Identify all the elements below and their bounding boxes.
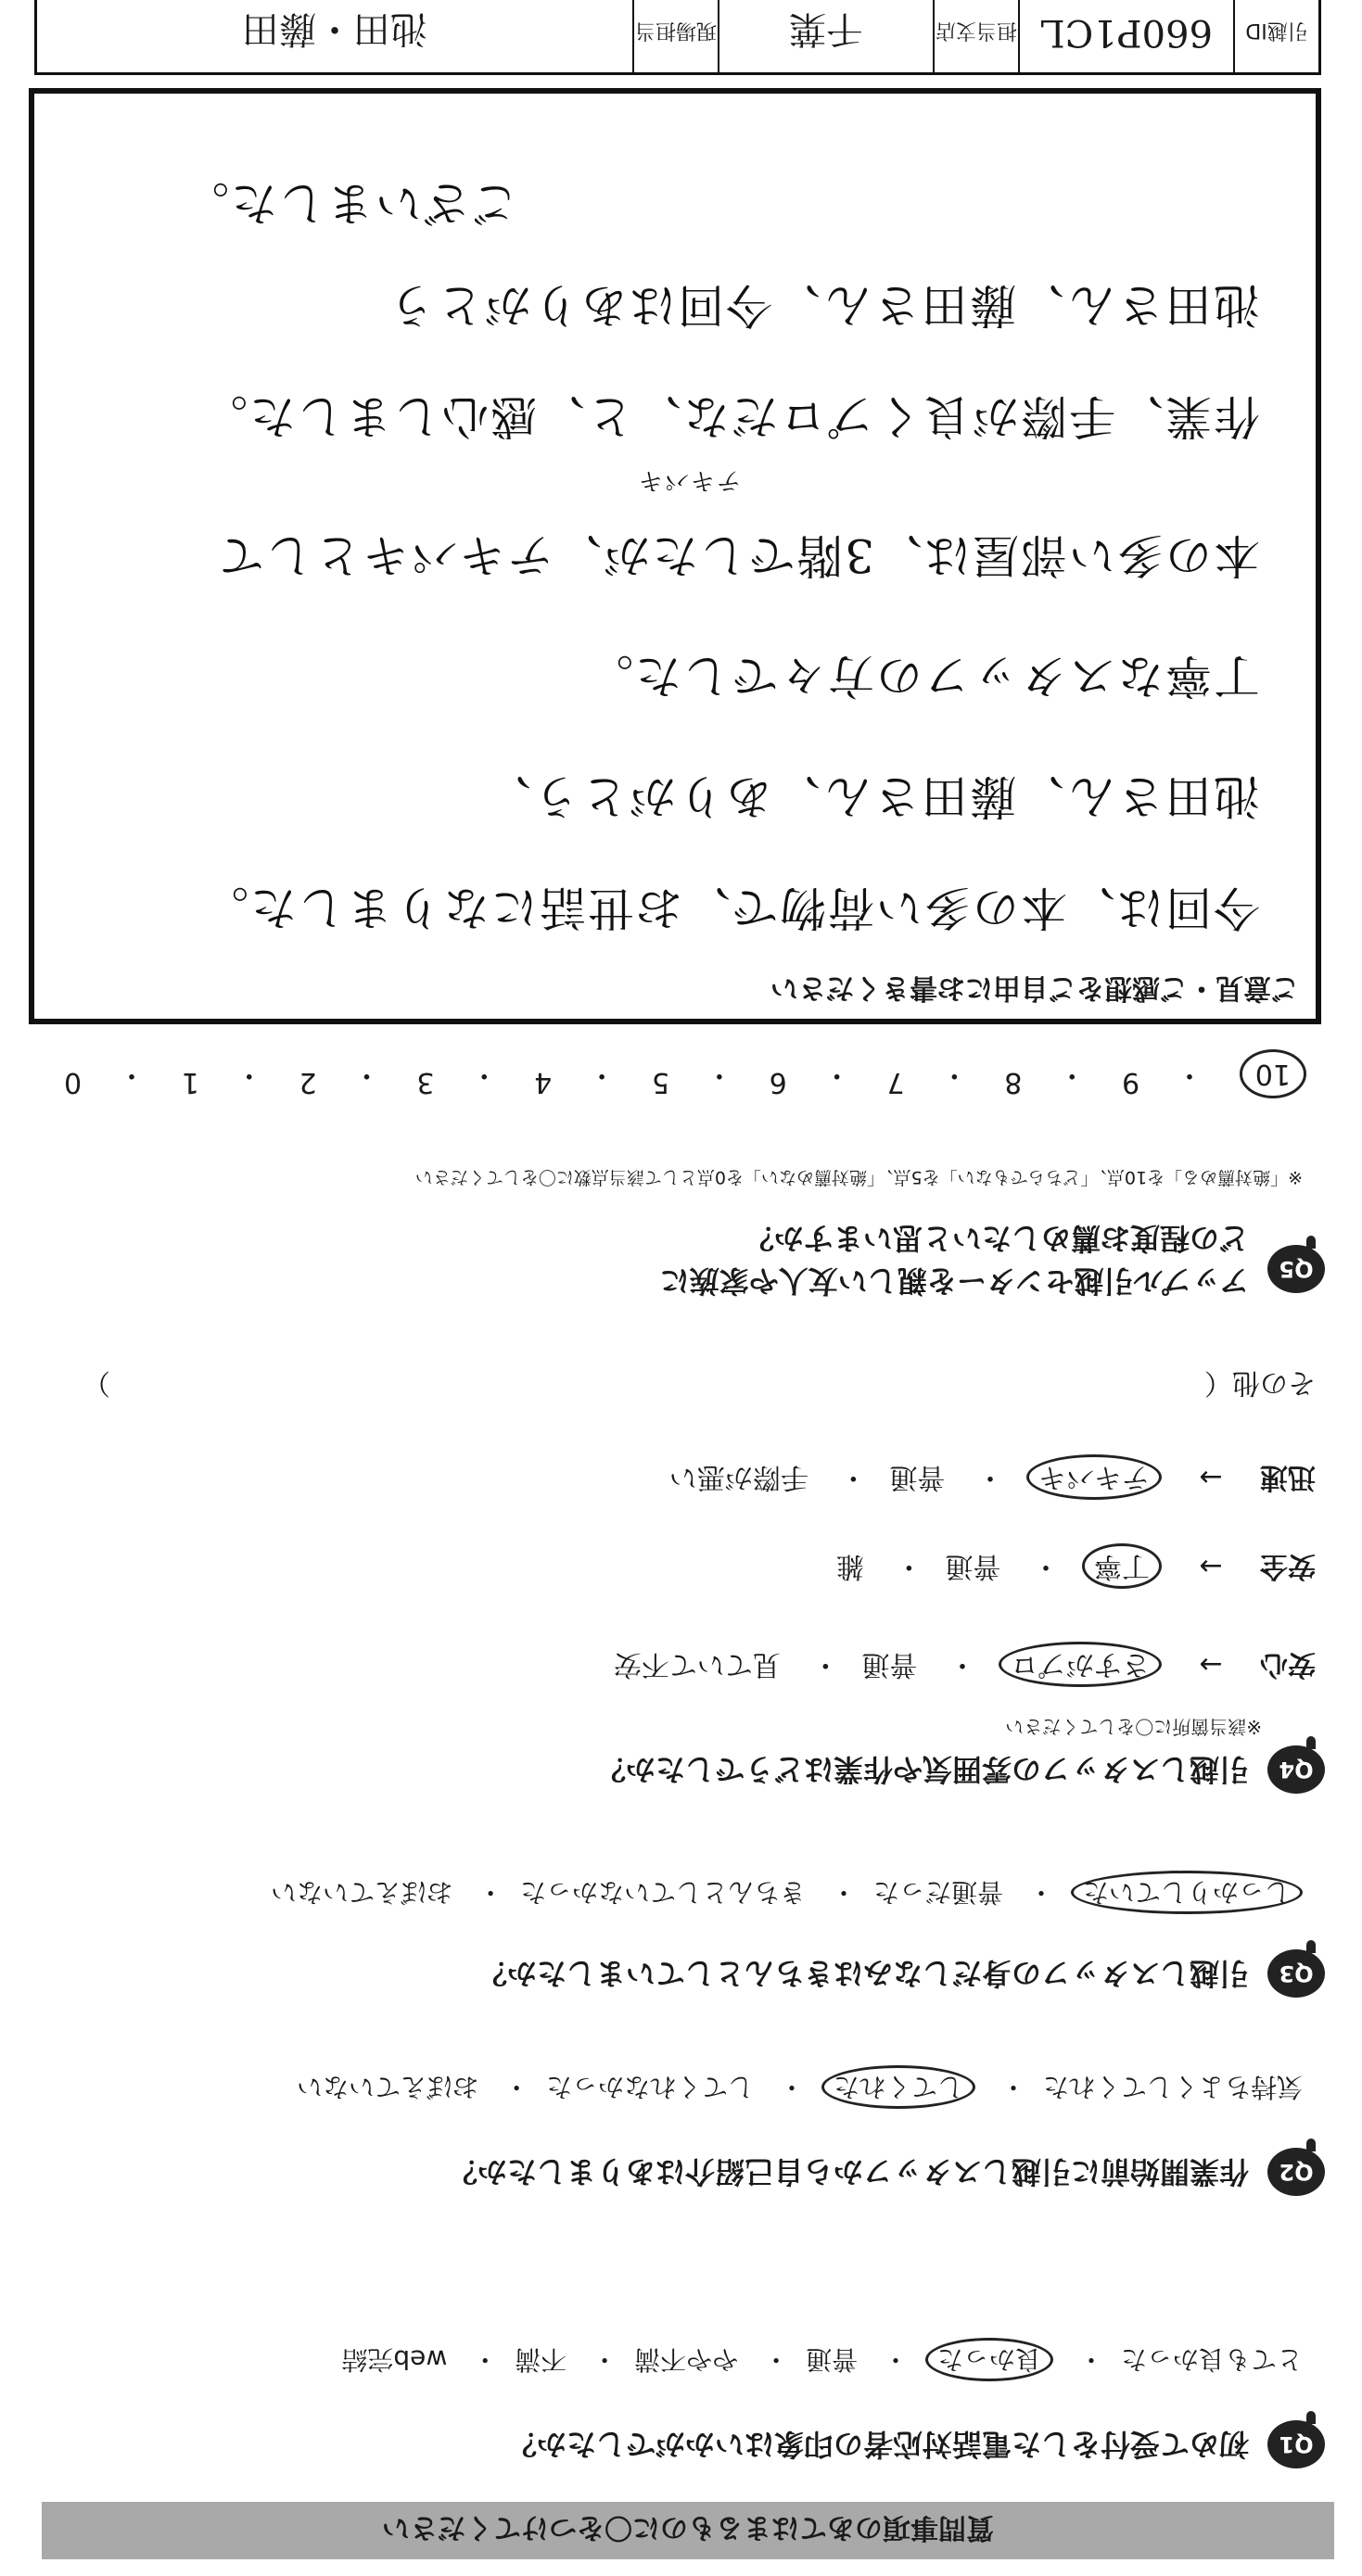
q5-badge: Q5: [1267, 1245, 1325, 1293]
staff-label: 現場担当: [634, 0, 719, 72]
q1-text: 初めて受付をした電話対応者の印象はいかがでしたか？: [506, 2427, 1249, 2462]
q2-option[interactable]: してくれなかった: [546, 2072, 755, 2102]
scale-option[interactable]: 4: [534, 1066, 553, 1098]
q4-choice[interactable]: 雑: [835, 1550, 864, 1582]
question-5: [660, 1217, 1325, 1302]
comment-line: 今回は、本の多い荷物で、お世話になりました。: [200, 881, 1260, 934]
branch-value: 千葉: [719, 0, 935, 72]
comment-line: 丁寧なスタッフの方々でした。: [585, 649, 1260, 703]
q4-choice[interactable]: 見ていて不安: [613, 1648, 781, 1681]
q4-note: ※該当箇所に〇をしてください: [1005, 1716, 1262, 1738]
question-4: [596, 1745, 1325, 1794]
comment-insert: テキパキ: [636, 466, 741, 494]
question-1: [507, 2420, 1325, 2468]
q2-options: 気持ちよくしてくれた・ してくれた・ してくれなかった・ おぼえていない: [297, 2070, 1303, 2107]
q3-option-selected[interactable]: しっかりしていた: [1071, 1871, 1303, 1914]
q3-option[interactable]: おぼえていない: [271, 1877, 453, 1908]
footer-info: [34, 0, 1321, 75]
instructions-header: [42, 2502, 1334, 2559]
comment-line: ございました。: [181, 176, 518, 230]
scale-option[interactable]: 2: [299, 1066, 317, 1098]
comment-line: 池田さん、藤田さん、今回はありがとう: [387, 278, 1260, 332]
q5-scale: 10 ・ 9 ・ 8 ・ 7 ・ 6 ・ 5 ・ 4 ・ 3 ・ 2 ・ 1 ・ 0: [64, 1049, 1306, 1098]
q4-row-label: 迅速: [1260, 1461, 1316, 1493]
q1-option[interactable]: 普通: [806, 2344, 859, 2375]
q1-option-selected[interactable]: 良かった: [925, 2338, 1053, 2381]
branch-label: 担当支店: [935, 0, 1020, 72]
q1-option[interactable]: 不満: [515, 2344, 567, 2375]
q3-badge: Q3: [1267, 1949, 1325, 1998]
q4-row-anzen: 安全 → 丁寧・ 普通・ 雑: [836, 1549, 1316, 1590]
q2-option[interactable]: 気持ちよくしてくれた: [1042, 2072, 1303, 2102]
id-value: 660P1CL: [1020, 0, 1235, 72]
q4-other-close: ）: [83, 1366, 110, 1399]
q3-option[interactable]: きちんとしていなかった: [520, 1877, 807, 1908]
comment-line: 作業、手際が良くプロだな、と、感心しました。: [199, 389, 1260, 443]
q4-row-anshin: 安心 → さすがプロ・ 普通・ 見ていて不安: [614, 1647, 1316, 1688]
q4-other-label: その他（: [1204, 1366, 1316, 1399]
arrow-icon: →: [1199, 1550, 1223, 1582]
q4-choice[interactable]: 普通: [889, 1461, 946, 1493]
arrow-icon: →: [1199, 1461, 1223, 1493]
q4-row-jinsoku: 迅速 → テキパキ・ 普通・ 手際が悪い: [669, 1460, 1316, 1501]
scale-option[interactable]: 8: [1004, 1066, 1023, 1098]
scale-option[interactable]: 9: [1122, 1066, 1140, 1098]
question-2: [448, 2148, 1325, 2196]
q4-text: 引越しスタッフの雰囲気や作業はどうでしたか？: [595, 1752, 1249, 1787]
comment-line: 本の多い部屋は、3階でしたが、テキパキとして: [216, 528, 1260, 582]
scale-option[interactable]: 6: [769, 1066, 787, 1098]
scale-option-selected[interactable]: 10: [1240, 1049, 1306, 1098]
q4-choice-selected[interactable]: さすがプロ: [999, 1642, 1162, 1687]
q3-option[interactable]: 普通だった: [873, 1877, 1004, 1908]
q4-badge: Q4: [1267, 1745, 1325, 1794]
staff-value: 池田・藤田: [37, 0, 634, 72]
q5-text-line2: どの程度お薦めしたいと思いますか？: [744, 1221, 1249, 1256]
arrow-icon: →: [1199, 1648, 1223, 1681]
q3-text: 引越しスタッフの身だしなみはきちんとしていましたか？: [477, 1956, 1249, 1991]
q2-text: 作業開始前に引越しスタッフから自己紹介はありましたか？: [447, 2154, 1249, 2189]
scale-option[interactable]: 0: [64, 1066, 83, 1098]
q1-badge: Q1: [1267, 2420, 1325, 2468]
q2-option-selected[interactable]: してくれた: [821, 2065, 975, 2109]
q2-badge: Q2: [1267, 2148, 1325, 2196]
q5-note: ※「絶対薦める」を10点、「どちらでもない」を5点、「絶対薦めない」を0点として該当点数に〇をしてください: [414, 1167, 1303, 1187]
comment-box[interactable]: [29, 88, 1321, 1024]
scale-option[interactable]: 3: [416, 1066, 435, 1098]
q4-choice[interactable]: 普通: [861, 1648, 918, 1681]
q4-other: [73, 1365, 1316, 1406]
q1-option[interactable]: web完結: [341, 2344, 448, 2375]
q3-options: しっかりしていた・ 普通だった・ きちんとしていなかった・ おぼえていない: [271, 1875, 1303, 1912]
q4-row-label: 安全: [1260, 1550, 1316, 1582]
q4-choice-selected[interactable]: 丁寧: [1082, 1543, 1162, 1589]
q2-option[interactable]: おぼえていない: [297, 2072, 479, 2102]
q1-option[interactable]: やや不満: [634, 2344, 739, 2375]
comment-title: ご意見・ご感想をご自由にお書きください: [770, 971, 1299, 1004]
q4-row-label: 安心: [1260, 1648, 1316, 1681]
scale-option[interactable]: 5: [651, 1066, 669, 1098]
question-3: [477, 1949, 1325, 1998]
q4-choice-selected[interactable]: テキパキ: [1026, 1454, 1162, 1500]
q1-options: とても良かった・ 良かった・ 普通・ やや不満・ 不満・ web完結: [341, 2342, 1303, 2379]
header-title: 質問事項のあてはまるものに〇をつけてください: [382, 2511, 994, 2544]
q4-choice[interactable]: 手際が悪い: [668, 1461, 808, 1493]
q4-choice[interactable]: 普通: [945, 1550, 1001, 1582]
q1-option[interactable]: とても良かった: [1120, 2344, 1303, 2375]
comment-line: 池田さん、藤田さん、ありがとう、: [483, 769, 1260, 823]
scale-option[interactable]: 1: [181, 1066, 199, 1098]
q5-text-line1: アップル引越センターを親しい友人や家族に: [659, 1263, 1249, 1299]
id-label: 引越ID: [1245, 19, 1308, 43]
scale-option[interactable]: 7: [886, 1066, 905, 1098]
